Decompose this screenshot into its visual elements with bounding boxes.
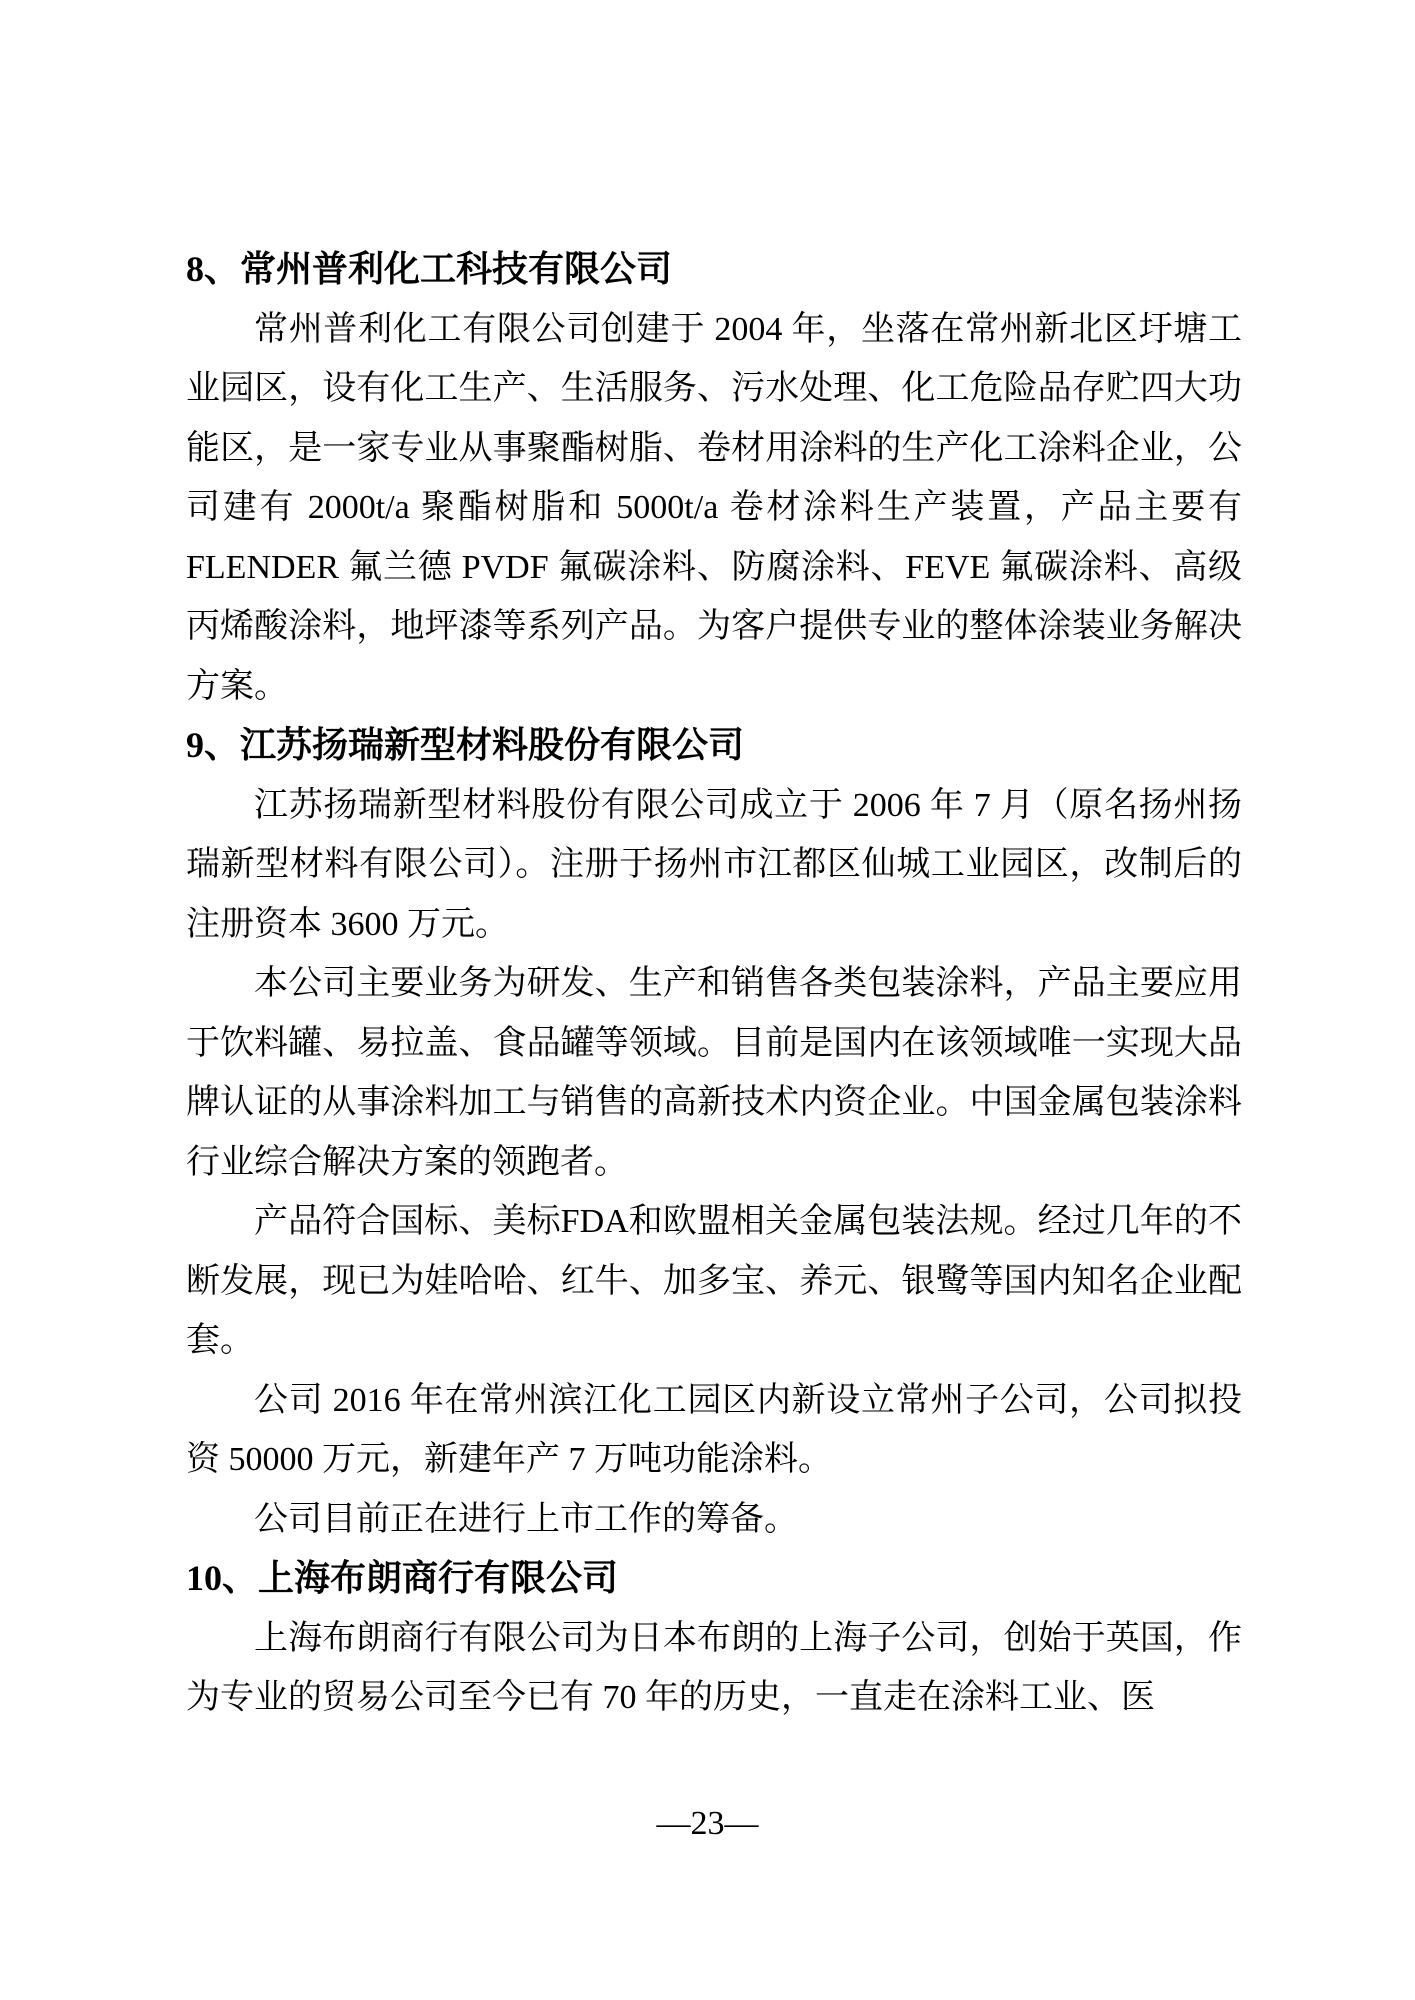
document-page xyxy=(186,240,1242,1728)
section-9-paragraph-5: 公司目前正在进行上市工作的筹备。 xyxy=(254,1500,798,1538)
section-9-paragraph-3: 产品符合国标、美标FDA和欧盟相关金属包装法规。经过几年的不断发展，现已为娃哈哈、红牛、加多宝、养元、银鹭等国内知名企业配套。 xyxy=(186,1203,1242,1359)
section-10-heading: 10、上海布朗商行有限公司 xyxy=(186,1558,619,1598)
section-9-heading: 9、江苏扬瑞新型材料股份有限公司 xyxy=(186,725,745,765)
section-9-paragraph-4: 公司 2016 年在常州滨江化工园区内新设立常州子公司，公司拟投资 50000 万元，新建年产 7 万吨功能涂料。 xyxy=(186,1381,1242,1478)
section-8-heading: 8、常州普利化工科技有限公司 xyxy=(186,249,673,289)
section-9-paragraph-1: 江苏扬瑞新型材料股份有限公司成立于 2006 年 7 月（原名扬州扬瑞新型材料有限公司）。注册于扬州市江都区仙城工业园区，改制后的注册资本 3600 万元。 xyxy=(186,786,1242,943)
section-9-paragraph-2: 本公司主要业务为研发、生产和销售各类包装涂料，产品主要应用于饮料罐、易拉盖、食品罐等领域。目前是国内在该领域唯一实现大品牌认证的从事涂料加工与销售的高新技术内资企业。中国金属包装涂料行业综合解决方案的领跑者。 xyxy=(186,965,1242,1181)
section-10-paragraph-1: 上海布朗商行有限公司为日本布朗的上海子公司，创始于英国，作为专业的贸易公司至今已有 70 年的历史，一直走在涂料工业、医 xyxy=(186,1619,1242,1716)
section-8-paragraph-1: 常州普利化工有限公司创建于 2004 年，坐落在常州新北区圩塘工业园区，设有化工生产、生活服务、污水处理、化工危险品存贮四大功能区，是一家专业从事聚酯树脂、卷材用涂料的生产化工涂料企业，公司建有 2000t/a 聚酯树脂和 5000t/a 卷材涂料生产装置，产品主要有 FLENDER 氟兰德 PVDF 氟碳涂料、防腐涂料、FEVE 氟碳涂料、高级丙烯酸涂料，地坪漆等系列产品。为客户提供专业的整体涂装业务解决方案。 xyxy=(186,310,1242,705)
page-number: —23— xyxy=(656,1805,759,1842)
